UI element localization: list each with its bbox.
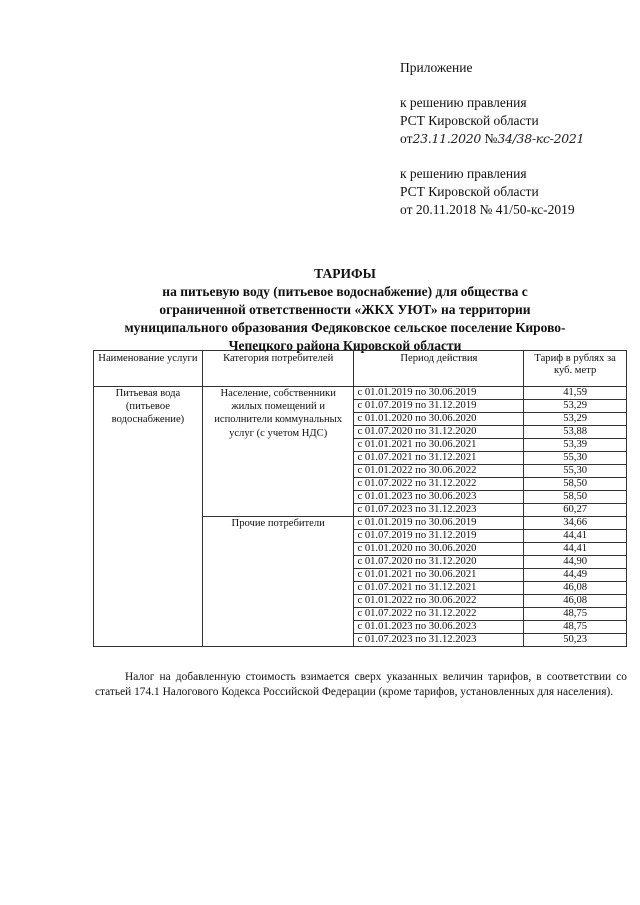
tariff-cell: 58,50 (524, 478, 627, 491)
period-cell: с 01.07.2019 по 31.12.2019 (354, 400, 524, 413)
tariff-cell: 53,29 (524, 413, 627, 426)
period-cell: с 01.01.2023 по 30.06.2023 (354, 621, 524, 634)
decision-org-2: РСТ Кировской области (400, 184, 539, 199)
category-cell: Население, собственники жилых помещений и исполнители коммунальных услуг (с учетом НДС) (202, 387, 354, 517)
tariff-cell: 50,23 (524, 634, 627, 647)
period-cell: с 01.07.2021 по 31.12.2021 (354, 582, 524, 595)
number-sign: № (484, 131, 498, 146)
tariff-cell: 46,08 (524, 582, 627, 595)
tariff-cell: 41,59 (524, 387, 627, 400)
header-tariff: Тариф в рублях за куб. метр (524, 351, 627, 387)
header-category: Категория потребителей (202, 351, 354, 387)
handwritten-number: 34/38-кс-2021 (497, 131, 585, 146)
table-row (94, 387, 627, 400)
period-cell: с 01.07.2023 по 31.12.2023 (354, 634, 524, 647)
tariff-cell: 48,75 (524, 608, 627, 621)
tariff-cell: 55,30 (524, 465, 627, 478)
category-cell: Прочие потребители (202, 517, 354, 647)
decision-date-number-1 (400, 130, 584, 148)
tariff-cell: 44,49 (524, 569, 627, 582)
period-cell: с 01.07.2020 по 31.12.2020 (354, 556, 524, 569)
decision-org-1: РСТ Кировской области (400, 113, 539, 128)
title-line-4: муниципального образования Федяковское сельское поселение Кирово- (124, 320, 566, 335)
tariff-cell: 53,29 (524, 400, 627, 413)
tariff-cell: 34,66 (524, 517, 627, 530)
tariff-cell: 48,75 (524, 621, 627, 634)
period-cell: с 01.01.2020 по 30.06.2020 (354, 413, 524, 426)
title-line-5: Чепецкого района Кировской области (228, 338, 462, 353)
period-cell: с 01.01.2021 по 30.06.2021 (354, 439, 524, 452)
tariff-table (93, 350, 627, 647)
period-cell: с 01.01.2022 по 30.06.2022 (354, 465, 524, 478)
period-cell: с 01.01.2020 по 30.06.2020 (354, 543, 524, 556)
tariff-cell: 44,90 (524, 556, 627, 569)
title-line-1: ТАРИФЫ (314, 266, 376, 281)
tariff-cell: 53,39 (524, 439, 627, 452)
period-cell: с 01.01.2021 по 30.06.2021 (354, 569, 524, 582)
period-cell: с 01.01.2022 по 30.06.2022 (354, 595, 524, 608)
period-cell: с 01.07.2020 по 31.12.2020 (354, 426, 524, 439)
period-cell: с 01.07.2023 по 31.12.2023 (354, 504, 524, 517)
title-line-2: на питьевую воду (питьевое водоснабжение) для общества с (162, 284, 528, 299)
period-cell: с 01.07.2022 по 31.12.2022 (354, 478, 524, 491)
tariff-cell: 53,88 (524, 426, 627, 439)
decision-line-1: к решению правления (400, 95, 527, 110)
period-cell: с 01.01.2019 по 30.06.2019 (354, 387, 524, 400)
decision-date-number-2: от 20.11.2018 № 41/50-кс-2019 (400, 202, 575, 217)
period-cell: с 01.01.2019 по 30.06.2019 (354, 517, 524, 530)
tariff-cell: 60,27 (524, 504, 627, 517)
decision-line-2: к решению правления (400, 166, 527, 181)
period-cell: с 01.07.2022 по 31.12.2022 (354, 608, 524, 621)
from-label: от (400, 131, 413, 146)
tariff-cell: 58,50 (524, 491, 627, 504)
service-name-cell: Питьевая вода (питьевое водоснабжение) (94, 387, 203, 647)
period-cell: с 01.07.2019 по 31.12.2019 (354, 530, 524, 543)
document-title (60, 265, 630, 355)
tariff-cell: 55,30 (524, 452, 627, 465)
header-service: Наименование услуги (94, 351, 203, 387)
period-cell: с 01.07.2021 по 31.12.2021 (354, 452, 524, 465)
tariff-cell: 44,41 (524, 530, 627, 543)
period-cell: с 01.01.2023 по 30.06.2023 (354, 491, 524, 504)
title-line-3: ограниченной ответственности «ЖКХ УЮТ» на территории (159, 302, 531, 317)
tariff-cell: 46,08 (524, 595, 627, 608)
tariff-cell: 44,41 (524, 543, 627, 556)
appendix-label: Приложение (400, 60, 473, 75)
header-period: Период действия (354, 351, 524, 387)
table-header-row (94, 351, 627, 387)
handwritten-date: 23.11.2020 (412, 131, 482, 146)
vat-note: Налог на добавленную стоимость взимается сверх указанных величин тарифов, в соответствии со статьей 174.1 Налогового Кодекса Российской Федерации (кроме тарифов, установленных для населения). (95, 671, 627, 698)
